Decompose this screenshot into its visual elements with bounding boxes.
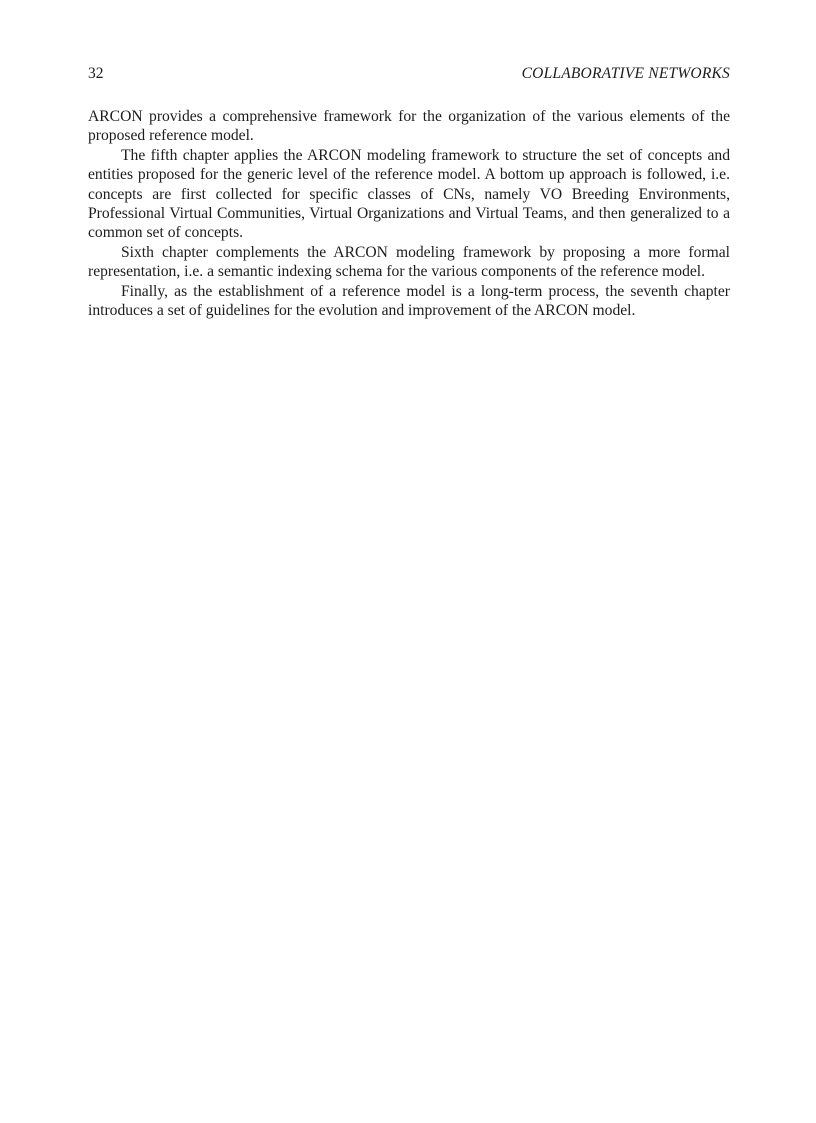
paragraph: Finally, as the establishment of a reference model is a long-term process, the seventh chapter introduces a set of guidelines for the evolution and improvement of the ARCON model.: [88, 282, 730, 320]
paragraph: Sixth chapter complements the ARCON modeling framework by proposing a more formal representation, i.e. a semantic indexing schema for the various components of the reference model.: [88, 243, 730, 281]
page-header: [88, 65, 730, 87]
body-text: [88, 107, 730, 320]
page-number: 32: [88, 65, 104, 82]
paragraph: ARCON provides a comprehensive framework for the organization of the various elements of the proposed reference model.: [88, 108, 730, 145]
running-title: COLLABORATIVE NETWORKS: [521, 65, 730, 82]
paragraph: The fifth chapter applies the ARCON modeling framework to structure the set of concepts and entities proposed for the generic level of the reference model. A bottom up approach is followed, i.e. concepts are first collected for specific classes of CNs, namely VO Breeding Environments, Professional Virtual Communities, Virtual Organizations and Virtual Teams, and then generalized to a common set of concepts.: [88, 146, 730, 242]
